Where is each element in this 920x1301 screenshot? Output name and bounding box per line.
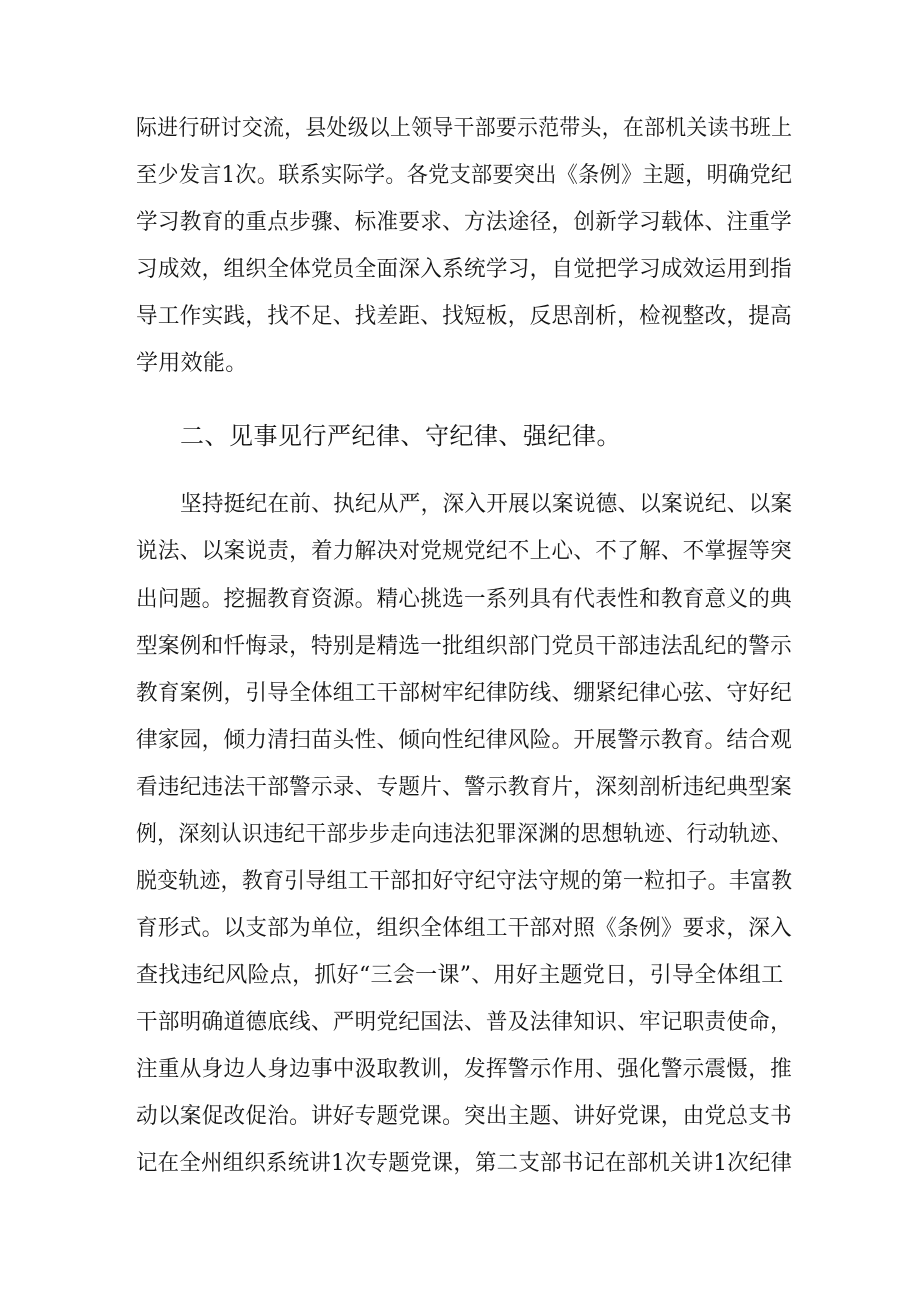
paragraph1-line-5: 导工作实践，找不足、找差距、找短板，反思剖析，检视整改，提高 (136, 304, 793, 329)
section-heading: 二、见事见行严纪律、守纪律、强纪律。 (180, 422, 621, 450)
paragraph1-line-4: 习成效，组织全体党员全面深入系统学习，自觉把学习成效运用到指 (136, 257, 793, 282)
paragraph2-line-7: 看违纪违法干部警示录、专题片、警示教育片，深刻剖析违纪典型案 (136, 775, 793, 800)
paragraph2-line-11: 查找违纪风险点，抓好“三会一课”、用好主题党日，引导全体组工 (136, 963, 784, 988)
paragraph2-line-6: 律家园，倾力清扫苗头性、倾向性纪律风险。开展警示教育。结合观 (136, 728, 793, 753)
paragraph2-line-10: 育形式。以支部为单位，组织全体组工干部对照《条例》要求，深入 (136, 916, 793, 941)
paragraph1-line-3: 学习教育的重点步骤、标准要求、方法途径，创新学习载体、注重学 (136, 210, 793, 235)
paragraph2-line-5: 教育案例，引导全体组工干部树牢纪律防线、绷紧纪律心弦、守好纪 (136, 681, 793, 706)
paragraph2-line-1: 坚持挺纪在前、执纪从严，深入开展以案说德、以案说纪、以案 (180, 492, 793, 517)
paragraph2-line-12: 干部明确道德底线、严明党纪国法、普及法律知识、牢记职责使命， (136, 1010, 793, 1035)
paragraph2-line-9: 脱变轨迹，教育引导组工干部扣好守纪守法守规的第一粒扣子。丰富教 (136, 869, 793, 894)
paragraph1-line-2: 至少发言1次。联系实际学。各党支部要突出《条例》主题，明确党纪 (136, 163, 793, 188)
paragraph2-line-15: 记在全州组织系统讲1次专题党课，第二支部书记在部机关讲1次纪律 (136, 1151, 793, 1176)
paragraph2-line-13: 注重从身边人身边事中汲取教训，发挥警示作用、强化警示震慑，推 (136, 1057, 793, 1082)
paragraph2-line-4: 型案例和忏悔录，特别是精选一批组织部门党员干部违法乱纪的警示 (136, 634, 793, 659)
paragraph2-line-2: 说法、以案说责，着力解决对党规党纪不上心、不了解、不掌握等突 (136, 539, 793, 564)
paragraph2-line-8: 例，深刻认识违纪干部步步走向违法犯罪深渊的思想轨迹、行动轨迹、 (136, 822, 793, 847)
paragraph1-line-6: 学用效能。 (136, 351, 248, 376)
paragraph2-line-3: 出问题。挖掘教育资源。精心挑选一系列具有代表性和教育意义的典 (136, 587, 793, 612)
paragraph2-line-14: 动以案促改促治。讲好专题党课。突出主题、讲好党课，由党总支书 (136, 1104, 793, 1129)
paragraph1-line-1: 际进行研讨交流，县处级以上领导干部要示范带头，在部机关读书班上 (136, 116, 793, 141)
